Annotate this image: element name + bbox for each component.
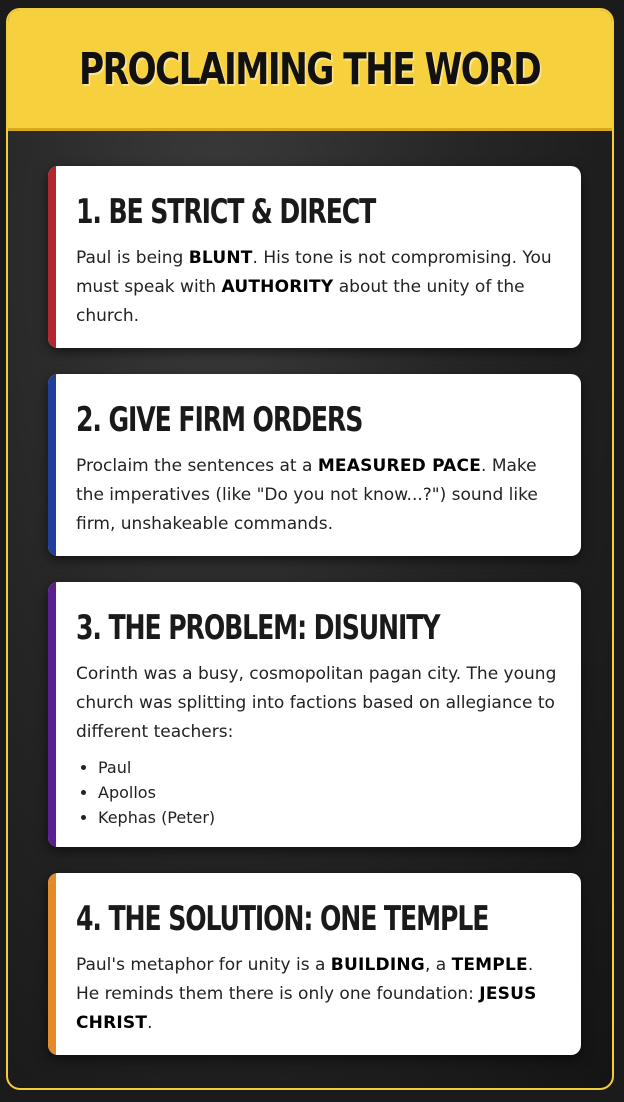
card-heading: 2. GIVE FIRM ORDERS bbox=[76, 400, 363, 440]
card-body bbox=[76, 951, 559, 1038]
text-segment: about the unity of the church. bbox=[76, 277, 525, 326]
list-item: • Paul bbox=[98, 755, 559, 780]
card-be-strict bbox=[48, 166, 581, 348]
text-segment: . He reminds them there is only one foundation: bbox=[76, 955, 534, 1004]
card-solution-temple bbox=[48, 873, 581, 1055]
page-title: PROCLAIMING THE WORD bbox=[79, 43, 541, 95]
card-body bbox=[76, 452, 559, 539]
emphasis-text: JESUS CHRIST bbox=[76, 984, 537, 1033]
card-accent-bar bbox=[48, 873, 56, 1055]
list-item: • Apollos bbox=[98, 780, 559, 805]
teacher-list bbox=[76, 755, 559, 830]
card-heading: 3. THE PROBLEM: DISUNITY bbox=[76, 608, 440, 648]
card-firm-orders bbox=[48, 374, 581, 556]
text-segment: , a bbox=[424, 955, 452, 975]
list-item: • Kephas (Peter) bbox=[98, 805, 559, 830]
text-segment: . Make the imperatives (like "Do you not know...?") sound like firm, unshakeable commands. bbox=[76, 456, 538, 534]
header-banner bbox=[8, 10, 612, 131]
card-heading: 4. THE SOLUTION: ONE TEMPLE bbox=[76, 899, 489, 939]
card-body: Corinth was a busy, cosmopolitan pagan city. The young church was splitting into factions based on allegiance to different teachers: bbox=[76, 664, 557, 742]
infographic-frame bbox=[6, 8, 614, 1090]
text-segment: Paul's metaphor for unity is a bbox=[76, 955, 331, 975]
card-list bbox=[48, 166, 581, 1081]
emphasis-text: BUILDING bbox=[330, 955, 425, 975]
emphasis-text: MEASURED PACE bbox=[317, 456, 482, 476]
card-accent-bar bbox=[48, 166, 56, 348]
card-body bbox=[76, 244, 559, 331]
text-segment: . bbox=[147, 1013, 153, 1033]
emphasis-text: BLUNT bbox=[188, 248, 253, 268]
card-heading: 1. BE STRICT & DIRECT bbox=[76, 192, 376, 232]
card-accent-bar bbox=[48, 374, 56, 556]
card-problem-disunity bbox=[48, 582, 581, 847]
emphasis-text: TEMPLE bbox=[451, 955, 528, 975]
card-accent-bar bbox=[48, 582, 56, 847]
emphasis-text: AUTHORITY bbox=[221, 277, 334, 297]
text-segment: Paul is being bbox=[76, 248, 189, 268]
text-segment: Proclaim the sentences at a bbox=[76, 456, 318, 476]
text-segment: . His tone is not compromising. You must speak with bbox=[76, 248, 552, 297]
